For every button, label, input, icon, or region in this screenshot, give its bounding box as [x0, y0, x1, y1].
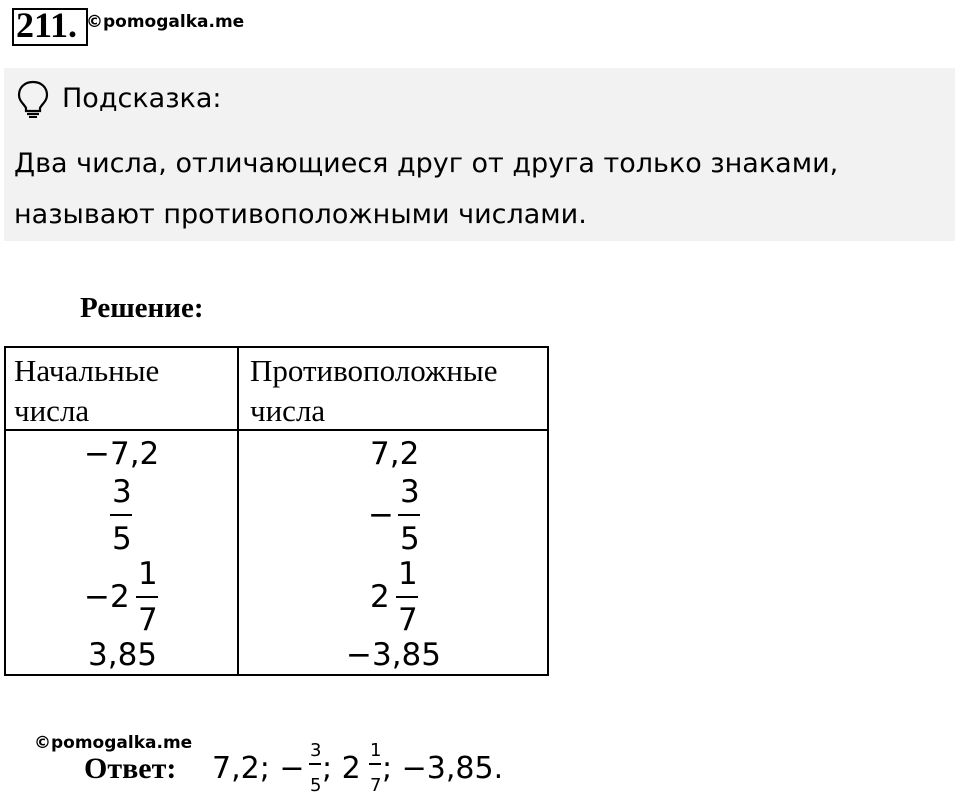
answer-fraction-1-bar	[309, 763, 321, 765]
opposite-whole-row-3: 2	[370, 579, 390, 615]
lightbulb-icon	[16, 80, 50, 118]
initial-fraction-denominator-row-2: 5	[112, 521, 132, 557]
opposite-fraction-denominator-row-3: 7	[398, 602, 418, 638]
watermark-bottom: ©pomogalka.me	[34, 733, 193, 753]
hint-text-line-1: Два числа, отличающиеся друг от друга только знаками,	[14, 148, 839, 179]
answer-part-2: ; 2	[322, 751, 361, 786]
initial-whole-row-3: −2	[84, 579, 130, 615]
answer-fraction-2-numerator: 1	[370, 740, 382, 761]
opposite-fraction-numerator-row-3: 1	[398, 556, 418, 592]
answer-fraction-1-denominator: 5	[310, 775, 322, 796]
opposite-value-row-1: 7,2	[370, 436, 420, 472]
solution-heading: Решение:	[80, 292, 204, 324]
opposite-fraction-denominator-row-2: 5	[400, 521, 420, 557]
opposite-fraction-bar-row-2	[398, 514, 420, 516]
initial-fraction-denominator-row-3: 7	[138, 602, 158, 638]
col1-header-line-1: Начальные	[14, 353, 160, 388]
table-column-divider	[237, 346, 239, 676]
initial-fraction-bar-row-3	[136, 596, 158, 598]
opposite-fraction-bar-row-3	[396, 596, 418, 598]
initial-value-row-1: −7,2	[84, 436, 160, 472]
answer-fraction-2-bar	[369, 763, 381, 765]
hint-text-line-2: называют противоположными числами.	[14, 199, 587, 230]
problem-number: 211.	[16, 5, 78, 45]
answer-label: Ответ:	[84, 752, 177, 785]
col1-header-line-2: числа	[14, 393, 90, 428]
hint-title: Подсказка:	[62, 83, 222, 114]
col2-header-line-1: Противоположные	[250, 353, 498, 388]
initial-value-row-4: 3,85	[88, 637, 158, 673]
answer-part-3: ; −3,85.	[382, 751, 504, 786]
opposite-fraction-numerator-row-2: 3	[400, 474, 420, 510]
opposite-value-row-4: −3,85	[346, 637, 441, 673]
answer-fraction-2-denominator: 7	[370, 775, 382, 796]
answer-fraction-1-numerator: 3	[310, 740, 322, 761]
opposite-sign-row-2: −	[368, 497, 394, 533]
col2-header-line-2: числа	[250, 393, 326, 428]
answer-part-1: 7,2; −	[212, 751, 305, 786]
watermark-top: ©pomogalka.me	[86, 12, 245, 32]
initial-fraction-numerator-row-3: 1	[138, 556, 158, 592]
initial-fraction-bar-row-2	[110, 514, 132, 516]
initial-fraction-numerator-row-2: 3	[112, 474, 132, 510]
